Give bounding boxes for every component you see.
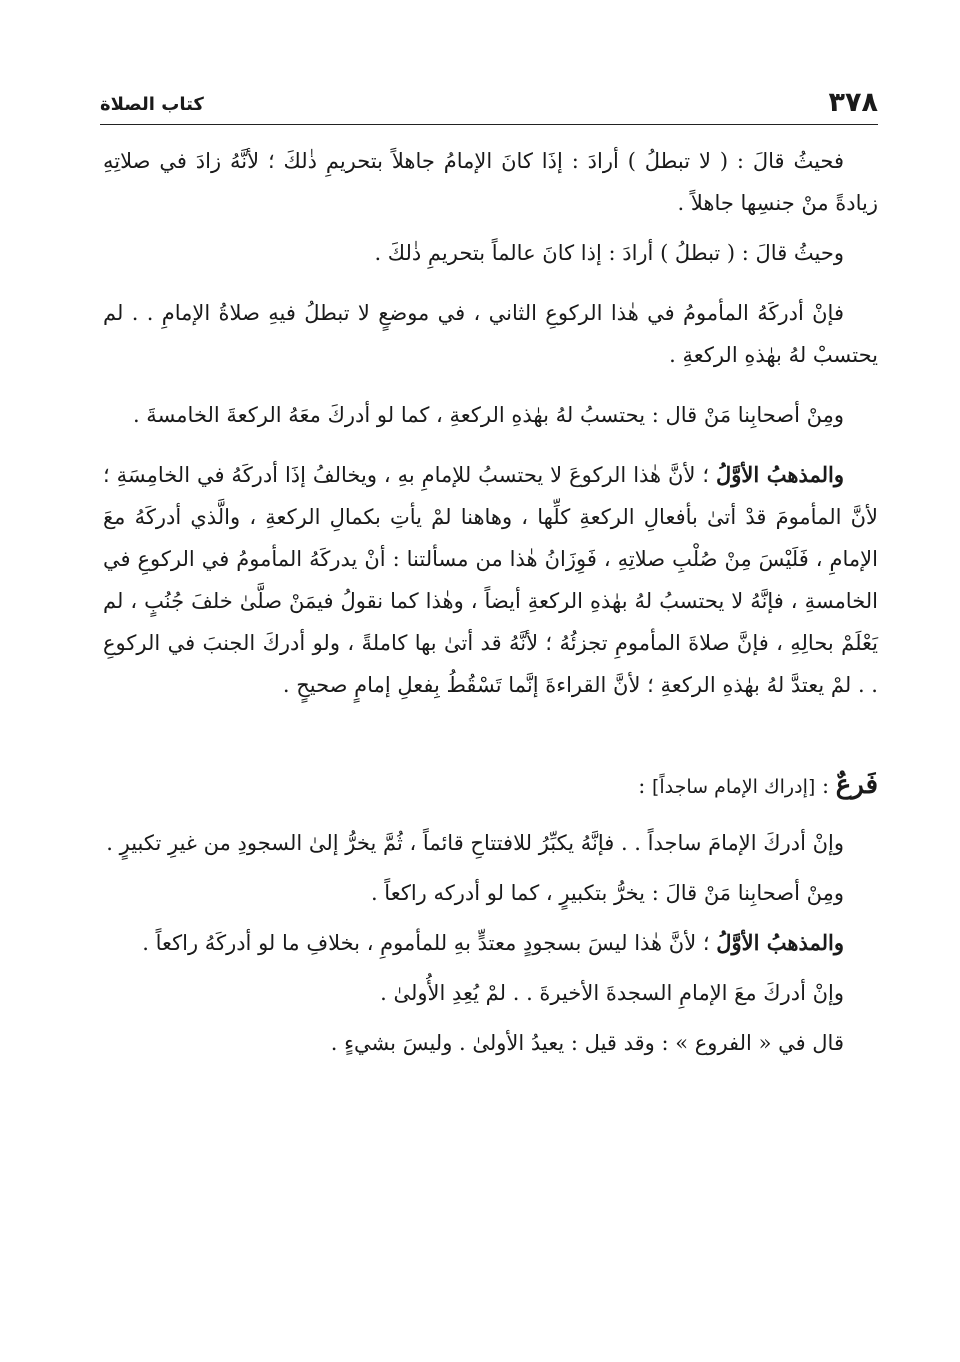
branch-topic: [إدراك الإمام ساجداً]	[651, 776, 816, 798]
school-opinion-label: والمذهبُ الأوَّلُ	[715, 462, 844, 487]
page-number: ٣٧٨	[828, 87, 878, 118]
branch-end: :	[638, 774, 652, 798]
paragraph-8	[103, 922, 878, 964]
paragraph-2: وحيثُ قالَ : ( تبطلُ ) أرادَ : إذا كانَ عالماً بتحريمِ ذٰلكَ .	[374, 241, 844, 265]
paragraph-7: ومِنْ أصحابِنا مَنْ قالَ : يخرُّ بتكبيرٍ ، كما لو أدركه راكعاً .	[370, 881, 844, 905]
book-title: كتاب الصلاة	[100, 94, 204, 115]
paragraph-4: ومِنْ أصحابِنا مَنْ قال : يحتسبُ لهُ بهٰذهِ الركعةِ ، كما لو أدركَ معَهُ الركعةَ الخامسةَ .	[132, 403, 844, 427]
running-header	[100, 86, 878, 120]
paragraph-5-text: ؛ لأنَّ هٰذا الركوعَ لا يحتسبُ للإمامِ بهِ ، ويخالفُ إذَا أدركَهُ في الخامِسَةِ ؛ لأنَّ المأمومَ قدْ أتىٰ بأفعالِ الركعةِ كلِّها ، وهاهنا لمْ يأتِ بكمالِ الركعةِ ، والَّذي أدركَهُ معَ الإمامِ ، فَلَيْسَ مِنْ صُلْبِ صلاتِهِ ، فَوِزَانُ هٰذا من مسألتنا : أنْ يدركَهُ المأمومُ في الركوعِ في الخامسةِ ، فإنَّهُ لا يحتسبُ لهُ بهٰذهِ الركعةِ أيضاً ، وهٰذا كما نقولُ فيمَنْ صلَّىٰ خلفَ جُنُبٍ ، لم يَعْلَمْ بحالِهِ ، فإنَّ صلاةَ المأمومِ تجزئُهُ ؛ لأنَّهُ قد أتىٰ بها كاملةً ، ولو أدركَ الجنبَ في الركوعِ . . لمْ يعتدَّ لهُ بهٰذهِ الركعةِ ؛ لأنَّ القراءةَ إنَّما تَسْقُطُ بِفعلِ إمامٍ صحيحٍ .	[103, 463, 878, 697]
header-divider	[100, 124, 878, 125]
branch-separator: :	[815, 774, 836, 798]
school-opinion-label: والمذهبُ الأوَّلُ	[716, 930, 844, 955]
paragraph-10: قال في « الفروع » : وقد قيل : يعيدُ الأولىٰ . وليسَ بشيءٍ .	[330, 1031, 844, 1055]
paragraph-6: وإنْ أدركَ الإمامَ ساجداً . . فإنَّهُ يكبِّرُ للافتتاحِ قائماً ، ثُمَّ يخرُّ إلىٰ السجودِ من غيرِ تكبيرٍ .	[106, 831, 844, 855]
branch-label: فَرعٌ	[835, 770, 878, 800]
paragraph-9: وإنْ أدركَ معَ الإمامِ السجدةَ الأخيرةَ . . لمْ يُعِدِ الأُولىٰ .	[380, 981, 844, 1005]
paragraph-1: فحيثُ قالَ : ( لا تبطلُ ) أرادَ : إذَا كانَ الإمامُ جاهلاً بتحريمِ ذٰلكَ ؛ لأنَّهُ زادَ في صلاتِهِ زيادةً منْ جنسِها جاهلاً .	[103, 149, 878, 215]
paragraph-8-text: ؛ لأنَّ هٰذا ليسَ بسجودٍ معتدٍّ بهِ للمأمومِ ، بخلافِ ما لو أدركَهُ راكعاً .	[142, 931, 717, 955]
paragraph-3: فإنْ أدركَهُ المأمومُ في هٰذا الركوعِ الثاني ، في موضعٍ لا تبطلُ فيهِ صلاةُ الإمامِ . . لم يحتسبْ لهُ بهٰذهِ الركعةِ .	[103, 301, 878, 367]
branch-heading	[103, 764, 878, 808]
page-body	[103, 140, 878, 1074]
paragraph-5	[103, 454, 878, 706]
